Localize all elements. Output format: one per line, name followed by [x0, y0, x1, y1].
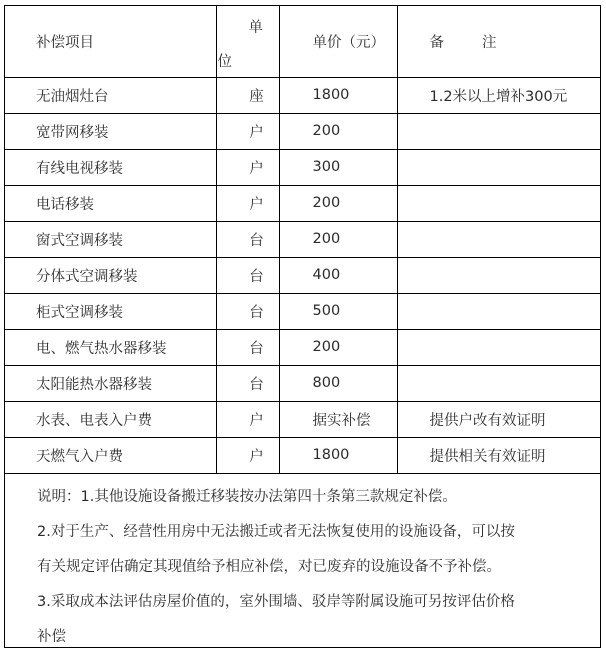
cell-note: [397, 293, 600, 329]
cell-item: 太阳能热水器移装: [5, 365, 216, 401]
table-row: [5, 401, 600, 437]
cell-price: 据实补偿: [279, 401, 397, 437]
cell-unit: [216, 113, 279, 149]
header-unit: [216, 6, 279, 77]
cell-note: 提供相关有效证明: [397, 437, 600, 473]
header-note-part1: 备: [429, 34, 444, 51]
header-note: [397, 6, 600, 77]
cell-price: 800: [279, 365, 397, 401]
cell-note: [397, 149, 600, 185]
note-line-2: 2.对于生产、经营性用房中无法搬迁或者无法恢复使用的设施设备，可以按: [37, 523, 515, 540]
cell-item: 水表、电表入户费: [5, 401, 216, 437]
note-line-4: 3.采取成本法评估房屋价值的，室外围墙、驳岸等附属设施可另按评估价格: [37, 593, 515, 610]
table-row: [5, 77, 600, 113]
cell-price: 1800: [279, 437, 397, 473]
cell-unit-value: 台: [249, 232, 264, 249]
cell-unit: [216, 401, 279, 437]
table-header-row: [5, 6, 600, 77]
compensation-document: [4, 5, 601, 648]
cell-price: 200: [279, 221, 397, 257]
header-unit-part2: 位: [217, 54, 232, 70]
header-unit-part1: 单: [248, 20, 263, 36]
cell-item: 电、燃气热水器移装: [5, 329, 216, 365]
table-row: [5, 365, 600, 401]
cell-unit-value: 户: [249, 412, 264, 429]
table-row: [5, 437, 600, 473]
cell-price: 300: [279, 149, 397, 185]
table-row: [5, 257, 600, 293]
table-row: [5, 149, 600, 185]
cell-price: 200: [279, 113, 397, 149]
cell-item: 无油烟灶台: [5, 77, 216, 113]
cell-note: [397, 329, 600, 365]
cell-price: 1800: [279, 77, 397, 113]
cell-unit-value: 户: [249, 196, 264, 213]
compensation-table: [5, 6, 600, 474]
header-note-part2: 注: [482, 34, 497, 51]
cell-price: 500: [279, 293, 397, 329]
notes-section: [5, 474, 600, 655]
cell-unit-value: 台: [249, 340, 264, 357]
header-item: 补偿项目: [5, 6, 216, 77]
cell-unit-value: 台: [249, 304, 264, 321]
cell-unit-value: 台: [249, 376, 264, 393]
note-line-3: 有关规定评估确定其现值给予相应补偿，对已废弃的设施设备不予补偿。: [37, 558, 501, 575]
note-line-1: 说明：1.其他设施设备搬迁移装按办法第四十条第三款规定补偿。: [37, 488, 457, 505]
cell-note: [397, 365, 600, 401]
table-row: [5, 185, 600, 221]
cell-item: 天燃气入户费: [5, 437, 216, 473]
note-line-5: 补偿: [37, 628, 66, 645]
cell-price: 200: [279, 329, 397, 365]
cell-unit: [216, 149, 279, 185]
cell-unit-value: 台: [249, 268, 264, 285]
cell-unit: [216, 221, 279, 257]
cell-unit-value: 座: [249, 88, 264, 105]
cell-item: 电话移装: [5, 185, 216, 221]
cell-price: 400: [279, 257, 397, 293]
cell-note: [397, 221, 600, 257]
cell-unit: [216, 77, 279, 113]
cell-note: [397, 185, 600, 221]
cell-unit: [216, 293, 279, 329]
cell-note: 1.2米以上增补300元: [397, 77, 600, 113]
cell-note: [397, 113, 600, 149]
table-row: [5, 113, 600, 149]
cell-item: 柜式空调移装: [5, 293, 216, 329]
cell-note: 提供户改有效证明: [397, 401, 600, 437]
cell-unit: [216, 437, 279, 473]
cell-item: 有线电视移装: [5, 149, 216, 185]
cell-unit-value: 户: [249, 124, 264, 141]
cell-unit: [216, 329, 279, 365]
cell-item: 窗式空调移装: [5, 221, 216, 257]
table-row: [5, 329, 600, 365]
header-price: 单价（元）: [279, 6, 397, 77]
cell-unit: [216, 257, 279, 293]
cell-item: 宽带网移装: [5, 113, 216, 149]
cell-unit-value: 户: [249, 160, 264, 177]
cell-unit: [216, 365, 279, 401]
cell-price: 200: [279, 185, 397, 221]
cell-item: 分体式空调移装: [5, 257, 216, 293]
table-row: [5, 221, 600, 257]
table-row: [5, 293, 600, 329]
cell-unit-value: 户: [249, 448, 264, 465]
cell-note: [397, 257, 600, 293]
cell-unit: [216, 185, 279, 221]
